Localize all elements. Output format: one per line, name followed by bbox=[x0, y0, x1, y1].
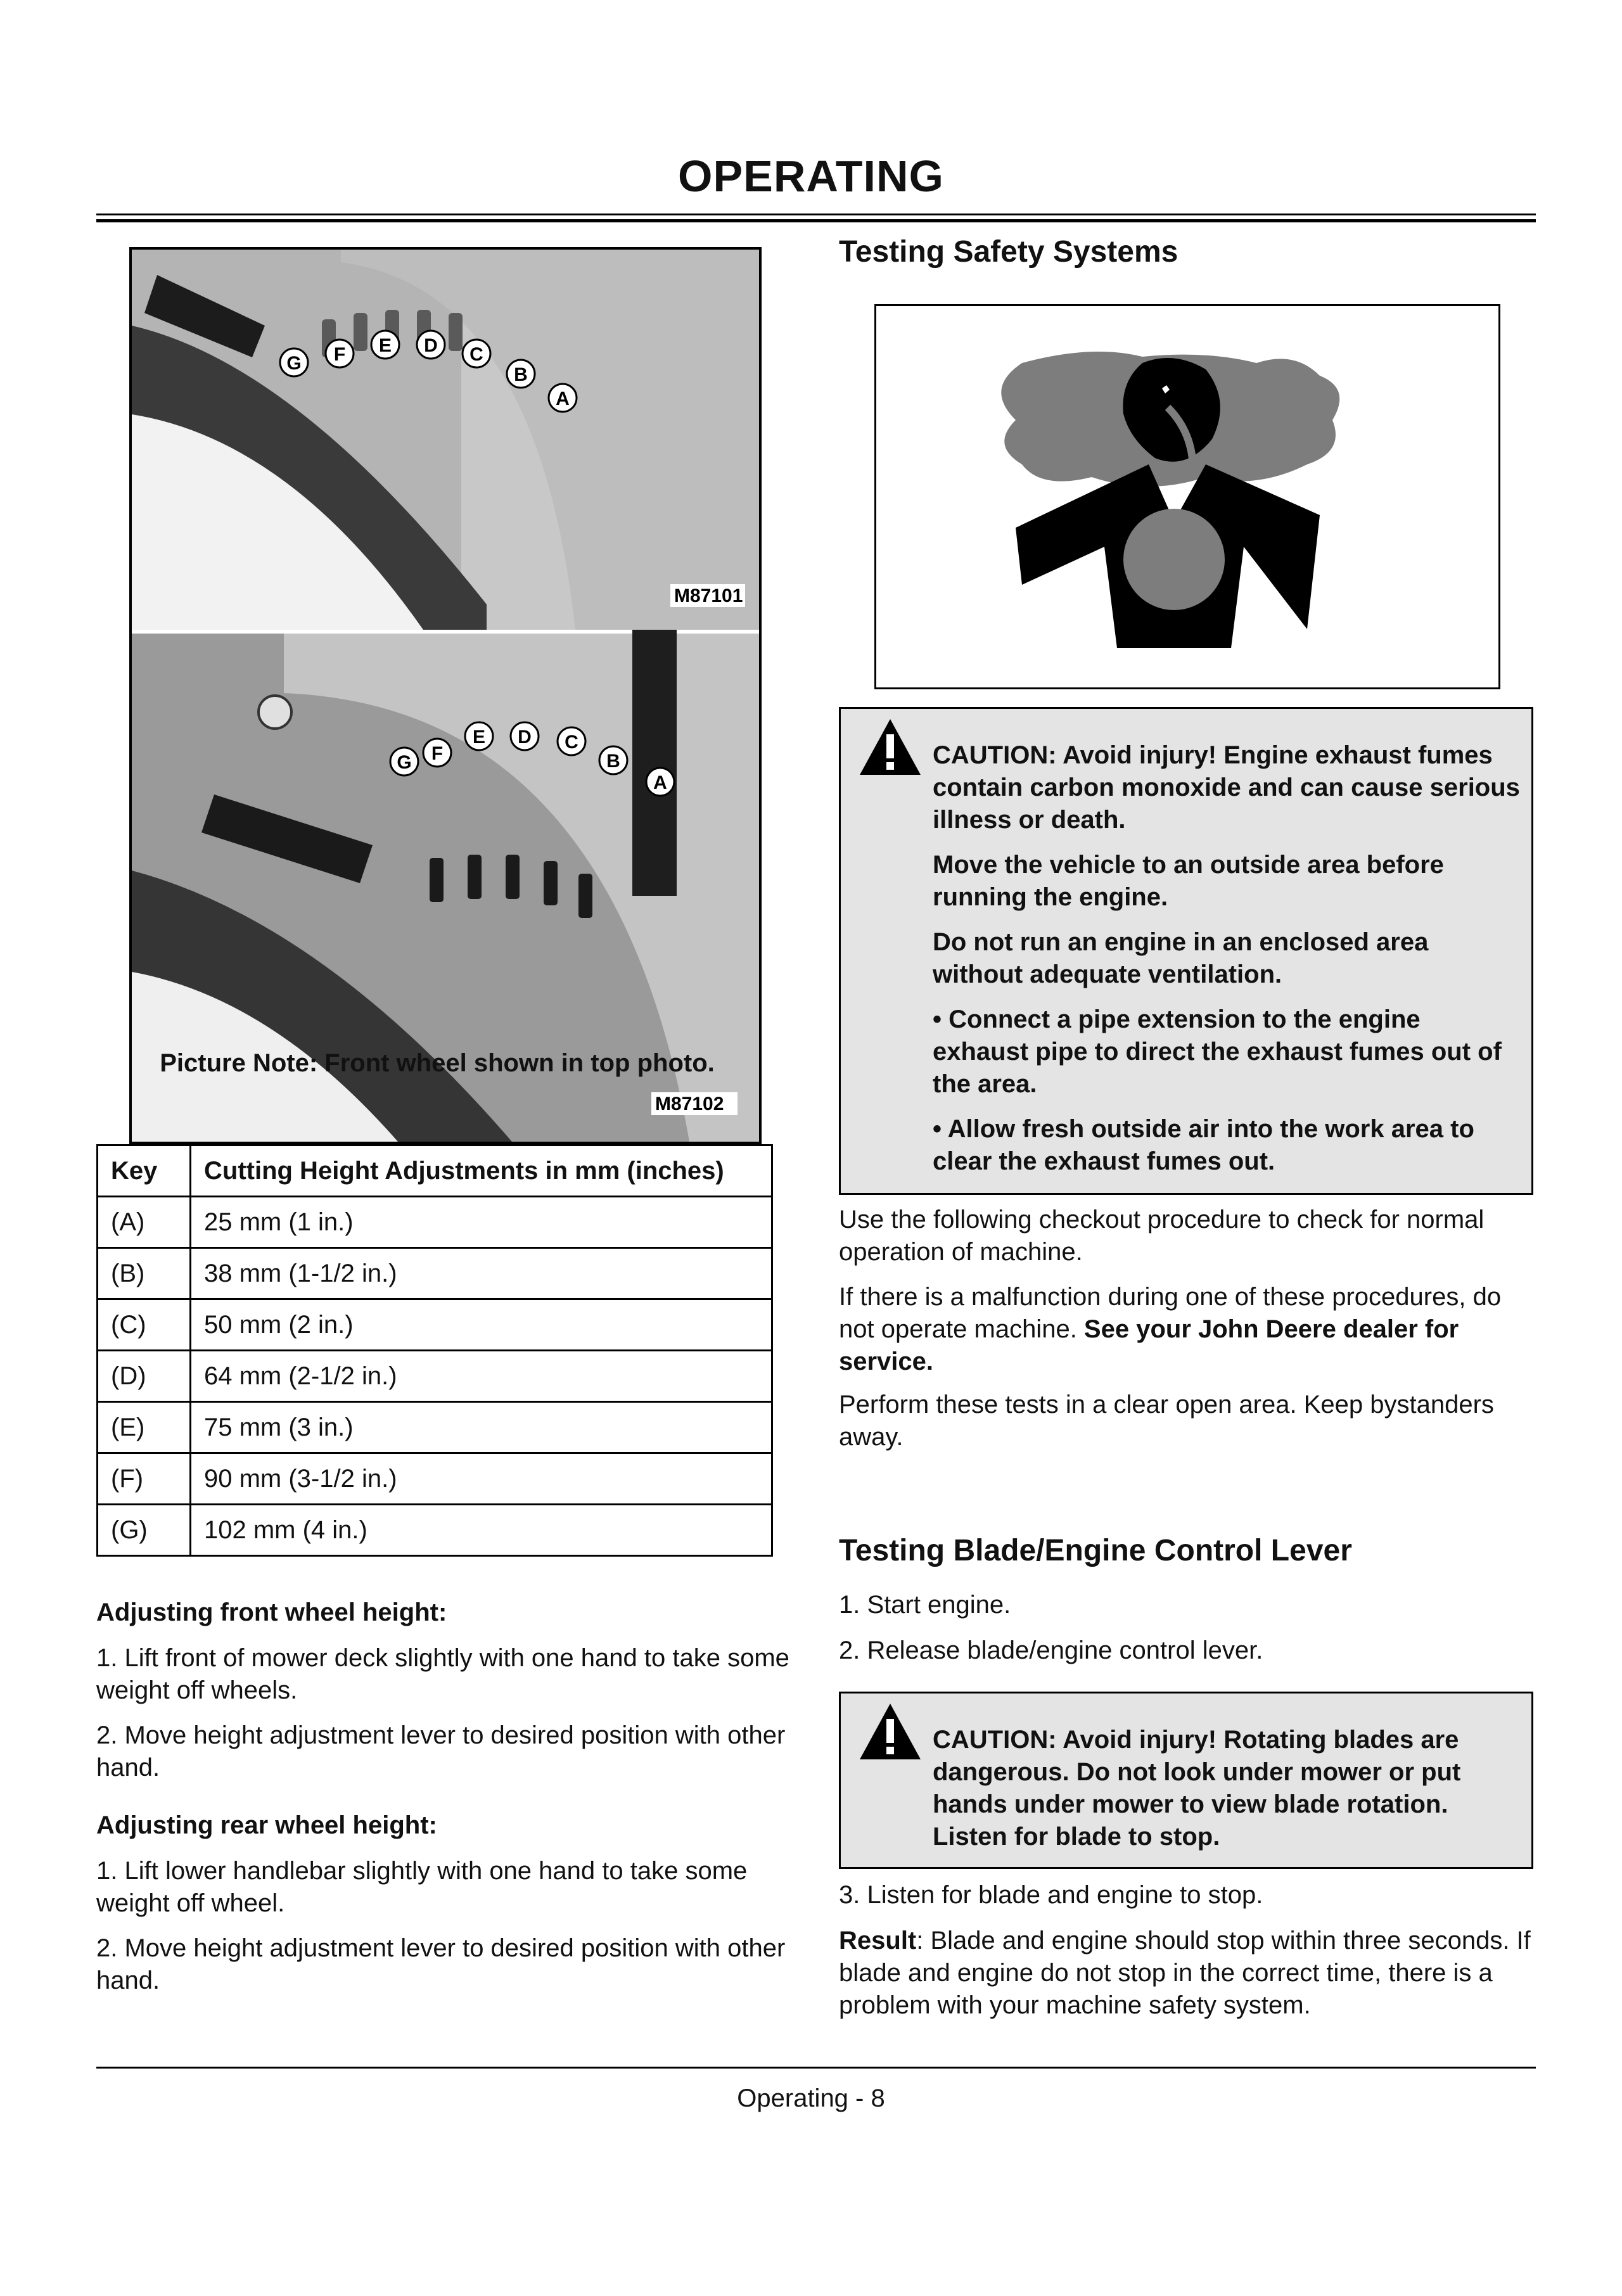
position-letter: A bbox=[556, 388, 570, 409]
position-letter: B bbox=[514, 364, 528, 385]
wheel-photo-illustration bbox=[132, 250, 759, 1142]
safety-systems-heading: Testing Safety Systems bbox=[839, 235, 1178, 269]
front-step-2: 2. Move height adjustment lever to desired position with other hand. bbox=[96, 1721, 786, 1782]
position-letter: C bbox=[565, 732, 578, 753]
cutting-height-table bbox=[96, 1144, 773, 1557]
table-row bbox=[98, 1197, 772, 1248]
result-paragraph bbox=[839, 1925, 1536, 2022]
table-cell-height: 38 mm (1-1/2 in.) bbox=[191, 1248, 772, 1299]
caution-blades-box bbox=[839, 1692, 1533, 1869]
result-label: Result bbox=[839, 1927, 917, 1955]
table-cell-key: (B) bbox=[98, 1248, 191, 1299]
footer-rule bbox=[96, 2067, 1536, 2069]
malfunction-paragraph bbox=[839, 1281, 1536, 1378]
lever-step-2: 2. Release blade/engine control lever. bbox=[839, 1636, 1263, 1664]
wheel-height-photos bbox=[129, 247, 762, 1144]
caution-exhaust-bullet: • Allow fresh outside air into the work area to clear the exhaust fumes out. bbox=[933, 1115, 1474, 1175]
position-letter: E bbox=[472, 727, 486, 748]
warning-triangle-icon bbox=[859, 718, 922, 776]
table-row bbox=[98, 1248, 772, 1299]
position-letter: F bbox=[333, 344, 346, 365]
lever-step-3: 3. Listen for blade and engine to stop. bbox=[839, 1881, 1263, 1909]
table-row bbox=[98, 1351, 772, 1402]
table-header-height: Cutting Height Adjustments in mm (inches) bbox=[191, 1145, 772, 1197]
position-letter: D bbox=[424, 335, 438, 356]
table-cell-height: 75 mm (3 in.) bbox=[191, 1402, 772, 1453]
position-letter: B bbox=[606, 751, 620, 772]
rear-wheel-heading: Adjusting rear wheel height: bbox=[96, 1811, 437, 1839]
caution-exhaust-line: Move the vehicle to an outside area before running the engine. bbox=[933, 851, 1444, 911]
table-cell-key: (G) bbox=[98, 1505, 191, 1556]
caution-exhaust-bullet: • Connect a pipe extension to the engine exhaust pipe to direct the exhaust fumes out of the area. bbox=[933, 1005, 1502, 1098]
position-letter: E bbox=[378, 335, 392, 356]
table-row bbox=[98, 1505, 772, 1556]
table-row bbox=[98, 1299, 772, 1351]
table-cell-height: 64 mm (2-1/2 in.) bbox=[191, 1351, 772, 1402]
table-row bbox=[98, 1453, 772, 1505]
table-row bbox=[98, 1402, 772, 1453]
page-title: OPERATING bbox=[678, 151, 944, 201]
table-cell-key: (C) bbox=[98, 1299, 191, 1351]
page-footer: Operating - 8 bbox=[737, 2084, 885, 2112]
position-letter: C bbox=[469, 344, 483, 365]
caution-blades-text: CAUTION: Avoid injury! Rotating blades are dangerous. Do not look under mower or put hands under mower to view blade rotation. Listen for blade to stop. bbox=[933, 1726, 1461, 1851]
control-lever-heading: Testing Blade/Engine Control Lever bbox=[839, 1534, 1352, 1567]
table-cell-key: (E) bbox=[98, 1402, 191, 1453]
position-letter: F bbox=[431, 743, 444, 764]
dealer-service-note: See your John Deere dealer for service. bbox=[839, 1315, 1459, 1375]
table-cell-height: 50 mm (2 in.) bbox=[191, 1299, 772, 1351]
header-rule-thick bbox=[96, 219, 1536, 222]
caution-exhaust-title: CAUTION: Avoid injury! Engine exhaust fumes contain carbon monoxide and can cause serious illness or death. bbox=[933, 741, 1520, 834]
table-cell-height: 90 mm (3-1/2 in.) bbox=[191, 1453, 772, 1505]
malfunction-text: If there is a malfunction during one of these procedures, do not operate machine. bbox=[839, 1283, 1502, 1343]
caution-exhaust-box bbox=[839, 707, 1533, 1195]
bystanders-paragraph: Perform these tests in a clear open area. Keep bystanders away. bbox=[839, 1391, 1494, 1451]
result-text: : Blade and engine should stop within three seconds. If blade and engine do not stop in the correct time, there is a problem with your machine safety system. bbox=[839, 1927, 1531, 2019]
exhaust-warning-icon bbox=[876, 306, 1498, 687]
exhaust-fumes-illustration bbox=[874, 304, 1500, 689]
warning-triangle-icon bbox=[859, 1702, 922, 1761]
position-letter: A bbox=[653, 772, 667, 793]
photo-bottom-label: M87102 bbox=[655, 1094, 724, 1114]
rear-step-2: 2. Move height adjustment lever to desired position with other hand. bbox=[96, 1934, 786, 1994]
table-cell-height: 102 mm (4 in.) bbox=[191, 1505, 772, 1556]
checkout-paragraph: Use the following checkout procedure to check for normal operation of machine. bbox=[839, 1206, 1485, 1266]
position-letter: D bbox=[518, 727, 532, 748]
position-letter: G bbox=[397, 752, 412, 773]
position-letter: G bbox=[286, 353, 302, 374]
table-header-key: Key bbox=[98, 1145, 191, 1197]
table-cell-key: (A) bbox=[98, 1197, 191, 1248]
front-wheel-heading: Adjusting front wheel height: bbox=[96, 1598, 447, 1626]
front-step-1: 1. Lift front of mower deck slightly with one hand to take some weight off wheels. bbox=[96, 1644, 789, 1704]
rear-step-1: 1. Lift lower handlebar slightly with one hand to take some weight off wheel. bbox=[96, 1857, 748, 1917]
table-header-row bbox=[98, 1145, 772, 1197]
table-cell-key: (F) bbox=[98, 1453, 191, 1505]
lever-step-1: 1. Start engine. bbox=[839, 1591, 1011, 1619]
photo-top-label: M87101 bbox=[674, 585, 743, 606]
picture-note: Picture Note: Front wheel shown in top photo. bbox=[160, 1049, 715, 1077]
table-cell-key: (D) bbox=[98, 1351, 191, 1402]
caution-exhaust-line: Do not run an engine in an enclosed area without adequate ventilation. bbox=[933, 928, 1429, 988]
table-cell-height: 25 mm (1 in.) bbox=[191, 1197, 772, 1248]
header-rule-thin bbox=[96, 214, 1536, 215]
